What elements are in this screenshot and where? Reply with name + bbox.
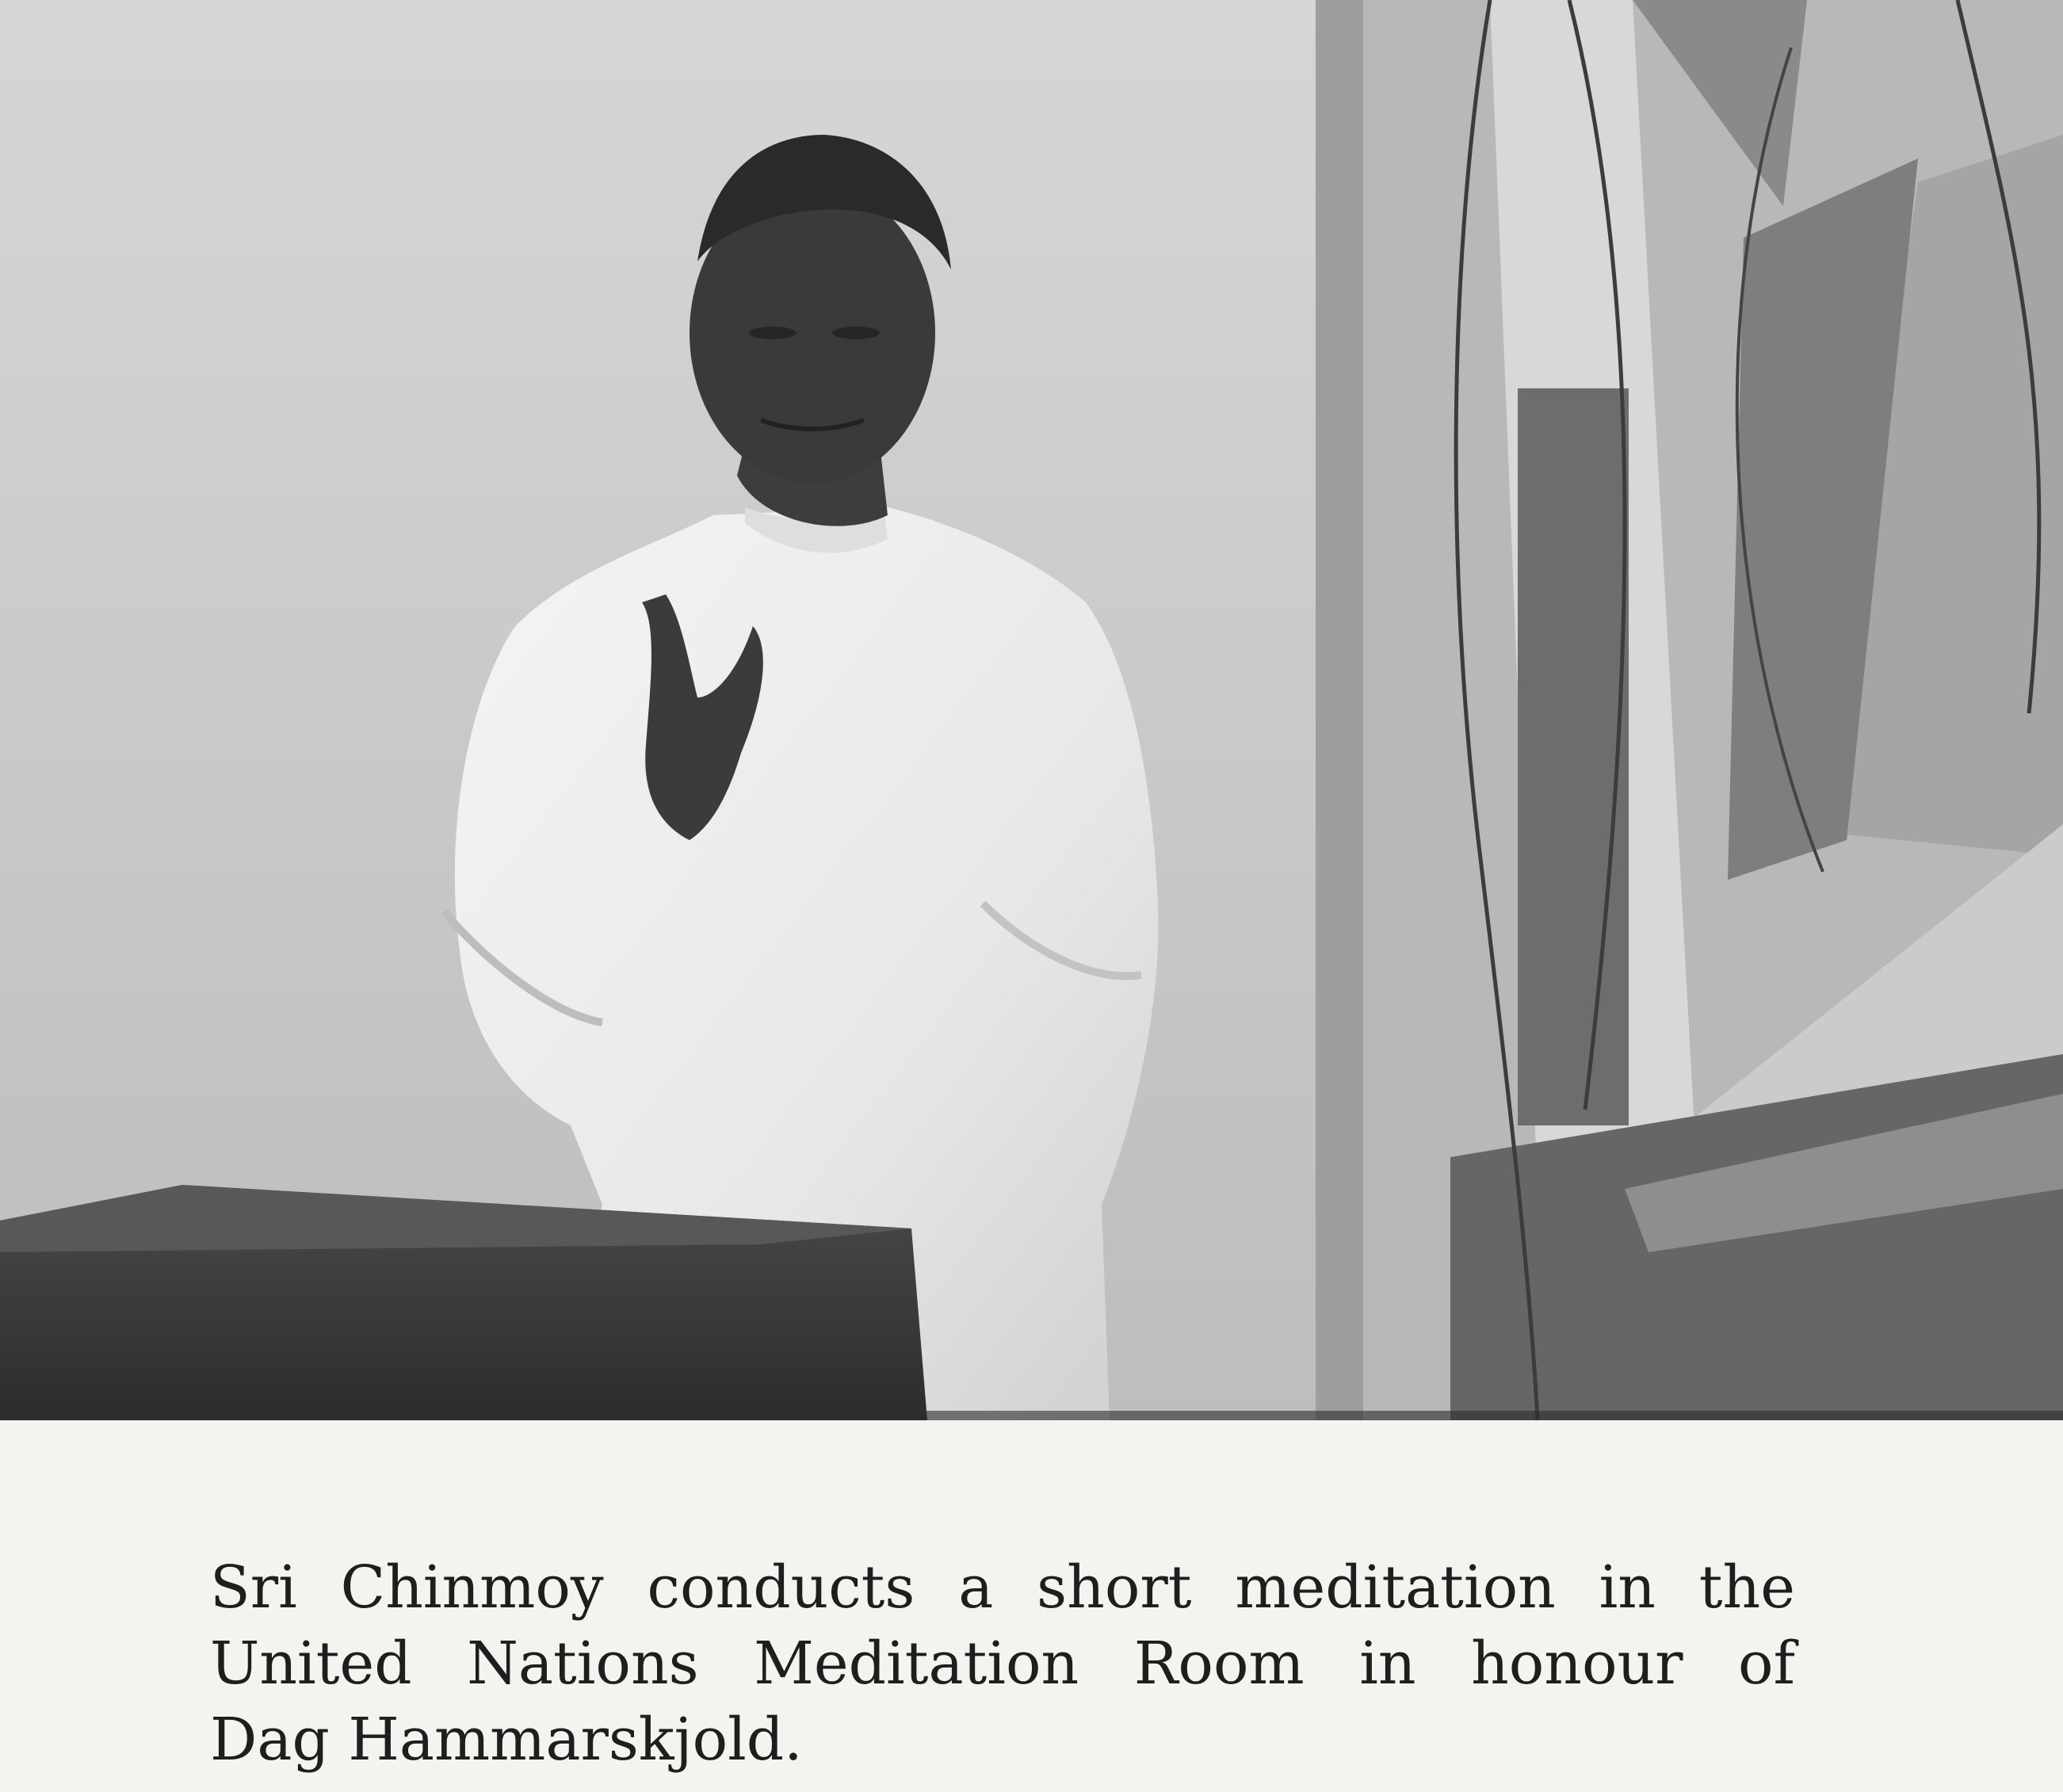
photo-caption — [210, 1549, 1795, 1778]
caption-line-1: Sri Chinmoy conducts a short meditation in the — [210, 1553, 1795, 1622]
caption-line-3: Dag Hammarskjold. — [210, 1706, 803, 1774]
abstract-mural — [1316, 0, 2063, 1420]
caption-line-2: United Nations Meditation Room in honour of — [210, 1630, 1795, 1698]
